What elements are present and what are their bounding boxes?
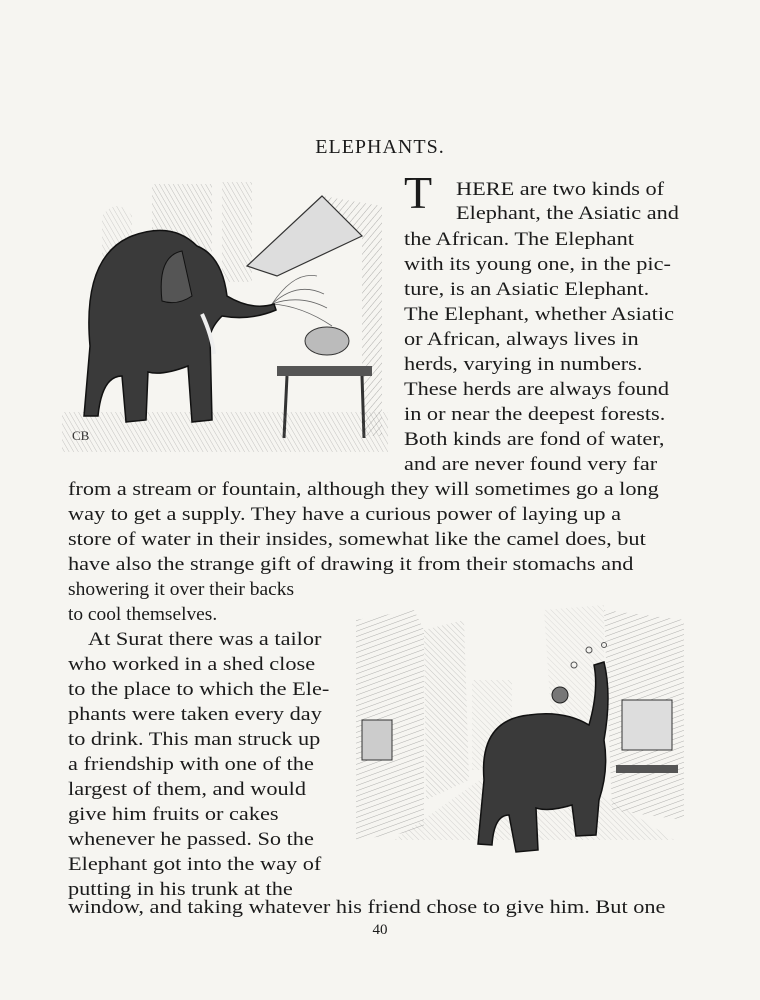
text-line: largest of them, and would <box>68 779 307 800</box>
text-line: phants were taken every day <box>68 704 322 725</box>
illustrator-signature: CB <box>72 428 90 443</box>
text-line: The Elephant, whether Asiatic <box>404 304 674 325</box>
page-number: 40 <box>372 922 388 938</box>
text-line: a friendship with one of the <box>68 754 314 775</box>
text-line: These herds are always found <box>404 379 670 400</box>
text-line: Elephant got into the way of <box>68 854 322 875</box>
text-line: give him fruits or cakes <box>68 804 279 825</box>
drop-cap: T <box>404 167 433 218</box>
text-line: whenever he passed. So the <box>68 829 314 850</box>
text-line: and are never found very far <box>404 454 658 475</box>
text-line: to the place to which the Ele- <box>68 679 330 700</box>
text-line: the African. The Elephant <box>404 229 634 250</box>
text-line: herds, varying in numbers. <box>404 354 643 375</box>
page-title: ELEPHANTS. <box>315 136 445 158</box>
text-line: who worked in a shed close <box>68 654 316 675</box>
text-line: way to get a supply. They have a curious power of laying up a <box>68 504 622 525</box>
text-line: to drink. This man struck up <box>68 729 321 750</box>
text-line: or African, always lives in <box>404 329 639 350</box>
text-line: with its young one, in the pic- <box>404 254 671 275</box>
elephant-street-illustration <box>354 600 686 862</box>
text-line: At Surat there was a tailor <box>88 629 322 650</box>
text-line: to cool themselves. <box>68 604 218 625</box>
text-line: putting in his trunk at the <box>68 879 293 900</box>
text-line: store of water in their insides, somewhat like the camel does, but <box>68 529 646 550</box>
text-line: in or near the deepest forests. <box>404 404 666 425</box>
elephant-fountain-illustration <box>62 176 388 458</box>
text-line: window, and taking whatever his friend chose to give him. But one <box>68 897 666 918</box>
text-line: Both kinds are fond of water, <box>404 429 665 450</box>
text-line: from a stream or fountain, although they will sometimes go a long <box>68 479 659 500</box>
text-line: have also the strange gift of drawing it from their stomachs and <box>68 554 634 575</box>
text-line: showering it over their backs <box>68 579 295 600</box>
text-line: ture, is an Asiatic Elephant. <box>404 279 650 300</box>
text-line: HERE are two kinds of <box>456 179 665 200</box>
text-line: Elephant, the Asiatic and <box>456 203 679 224</box>
